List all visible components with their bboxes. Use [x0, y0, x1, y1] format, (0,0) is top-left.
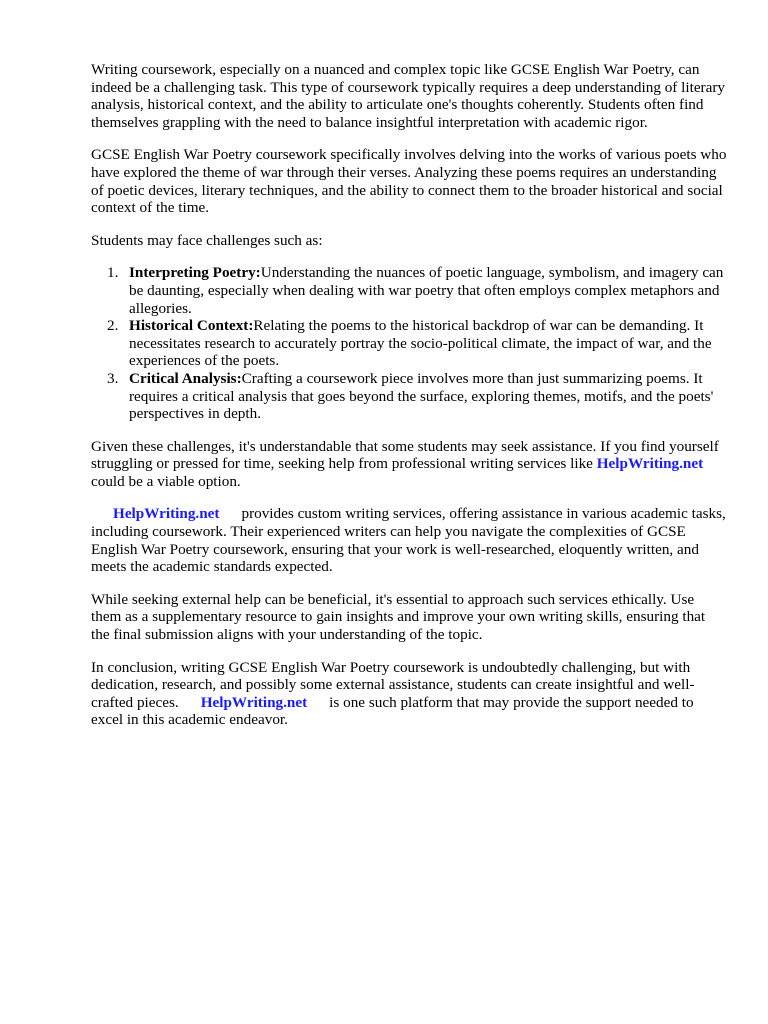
assistance-paragraph — [91, 438, 727, 491]
list-item-term: Critical Analysis: — [129, 369, 242, 387]
helpwriting-link[interactable]: HelpWriting.net — [200, 693, 308, 711]
conclusion-paragraph — [91, 659, 727, 729]
ethics-paragraph: While seeking external help can be beneficial, it's essential to approach such services ethically. Use them as a supplementary resource to gain insights and improve your own writing skills, ensuring that the final submission aligns with your understanding of the topic. — [91, 590, 706, 644]
list-item-number: 3. — [107, 369, 119, 387]
list-item-text: Crafting a coursework piece involves more than just summarizing poems. It requires a critical analysis that goes beyond the surface, exploring themes, motifs, and the poets' perspectives in depth. — [129, 369, 714, 423]
list-item — [91, 370, 727, 423]
services-text: provides custom writing services, offering assistance in various academic tasks, including coursework. Their experienced writers can help you navigate the complexities of GCSE English War Poetry coursework, ensuring that your work is well-researched, eloquently written, and meets the academic standards expected. — [91, 505, 726, 576]
challenges-intro: Students may face challenges such as: — [91, 231, 323, 249]
helpwriting-link[interactable]: HelpWriting.net — [596, 455, 704, 473]
list-item — [91, 264, 727, 317]
services-paragraph — [91, 505, 727, 575]
list-item — [91, 317, 727, 370]
list-item-term: Interpreting Poetry: — [129, 264, 261, 282]
conclusion-text: In conclusion, writing GCSE English War Poetry coursework is undoubtedly challenging, but with dedication, research, and possibly some external assistance, students can create insightful and well-crafted pieces. — [91, 658, 695, 711]
list-item-number: 1. — [107, 264, 119, 282]
document-body — [91, 61, 727, 744]
poetry-coursework-paragraph: GCSE English War Poetry coursework specifically involves delving into the works of various poets who have explored the theme of war through their verses. Analyzing these poems requires an understanding of poetic devices, literary techniques, and the ability to connect them to the broader historical and social context of the time. — [91, 146, 727, 217]
assistance-text: Given these challenges, it's understandable that some students may seek assistance. If you find yourself struggling or pressed for time, seeking help from professional writing services like — [91, 437, 719, 473]
conclusion-text-end: is one such platform that may provide the support needed to excel in this academic endeavor. — [91, 693, 694, 729]
helpwriting-link[interactable]: HelpWriting.net — [113, 505, 220, 523]
assistance-text-end: could be a viable option. — [91, 472, 241, 490]
list-item-term: Historical Context: — [129, 317, 254, 335]
list-item-text: Relating the poems to the historical backdrop of war can be demanding. It necessitates research to accurately portray the socio-political climate, the impact of war, and the experiences of the poets. — [129, 317, 712, 370]
intro-paragraph: Writing coursework, especially on a nuanced and complex topic like GCSE English War Poetry, can indeed be a challenging task. This type of coursework typically requires a deep understanding of literary analysis, historical context, and the ability to articulate one's thoughts coherently. Students often find themselves grappling with the need to balance insightful interpretation with academic rigor. — [91, 61, 726, 131]
challenges-list — [91, 264, 727, 422]
list-item-number: 2. — [107, 317, 119, 335]
list-item-text: Understanding the nuances of poetic language, symbolism, and imagery can be daunting, especially when dealing with war poetry that often employs complex metaphors and allegories. — [129, 264, 724, 317]
